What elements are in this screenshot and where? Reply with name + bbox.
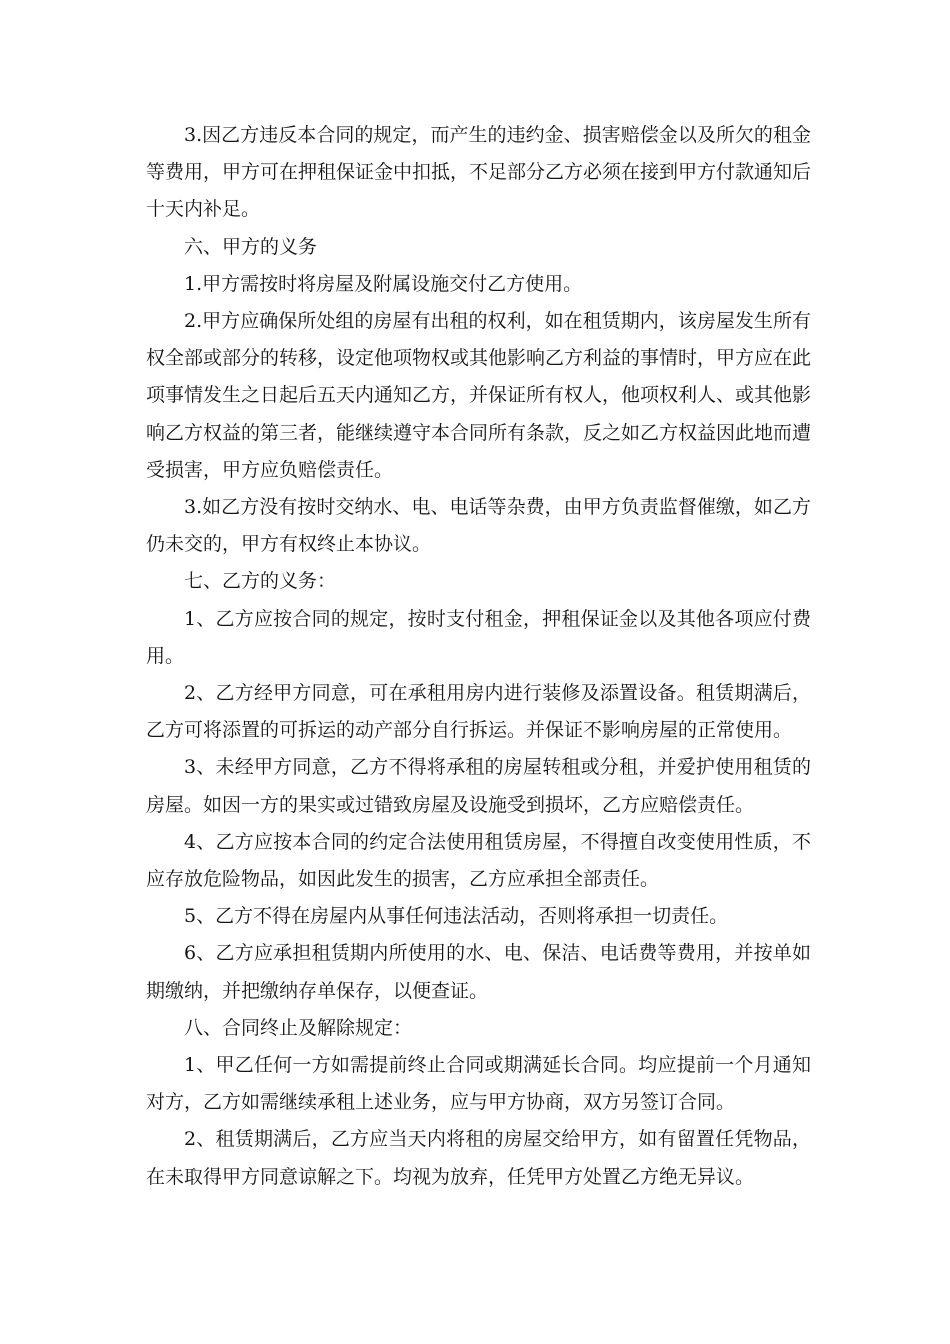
document-body — [146, 117, 811, 1196]
section-heading-party-b-obligations: 七、乙方的义务： — [184, 570, 337, 593]
clause-paragraph: 1、乙方应按合同的规定，按时支付租金，押租保证金以及其他各项应付费用。 — [146, 607, 811, 667]
clause-paragraph: 6、乙方应承担租赁期内所使用的水、电、保洁、电话费等费用，并按单如期缴纳，并把缴纳存单保存，以便查证。 — [146, 942, 811, 1002]
clause-paragraph: 1、甲乙任何一方如需提前终止合同或期满延长合同。均应提前一个月通知对方，乙方如需继续承租上述业务，应与甲方协商，双方另签订合同。 — [146, 1054, 811, 1114]
section-heading-party-a-obligations: 六、甲方的义务 — [184, 235, 318, 258]
clause-paragraph: 2、乙方经甲方同意，可在承租用房内进行装修及添置设备。租赁期满后，乙方可将添置的可拆运的动产部分自行拆运。并保证不影响房屋的正常使用。 — [146, 682, 811, 742]
clause-paragraph: 5、乙方不得在房屋内从事任何违法活动，否则将承担一切责任。 — [184, 905, 729, 928]
clause-paragraph: 2、租赁期满后，乙方应当天内将租的房屋交给甲方，如有留置任凭物品，在未取得甲方同意谅解之下。均视为放弃，任凭甲方处置乙方绝无异议。 — [146, 1128, 811, 1188]
section-heading-termination: 八、合同终止及解除规定： — [184, 1016, 413, 1039]
clause-paragraph: 1.甲方需按时将房屋及附属设施交付乙方使用。 — [184, 272, 583, 295]
clause-paragraph: 2.甲方应确保所处组的房屋有出租的权利，如在租赁期内，该房屋发生所有权全部或部分的转移，设定他项物权或其他影响乙方利益的事情时，甲方应在此项事情发生之日起后五天内通知乙方，并保证所有权人，他项权利人、或其他影响乙方权益的第三者，能继续遵守本合同所有条款，反之如乙方权益因此地而遭受损害，甲方应负赔偿责任。 — [146, 310, 812, 481]
clause-paragraph: 3.如乙方没有按时交纳水、电、电话等杂费，由甲方负责监督催缴，如乙方仍未交的，甲方有权终止本协议。 — [146, 496, 811, 556]
clause-paragraph: 3、未经甲方同意，乙方不得将承租的房屋转租或分租，并爱护使用租赁的房屋。如因一方的果实或过错致房屋及设施受到损坏，乙方应赔偿责任。 — [146, 756, 811, 816]
clause-paragraph: 3.因乙方违反本合同的规定，而产生的违约金、损害赔偿金以及所欠的租金等费用，甲方可在押租保证金中扣抵，不足部分乙方必须在接到甲方付款通知后十天内补足。 — [146, 124, 812, 221]
clause-paragraph: 4、乙方应按本合同的约定合法使用租赁房屋，不得擅自改变使用性质，不应存放危险物品，如因此发生的损害，乙方应承担全部责任。 — [146, 830, 811, 891]
